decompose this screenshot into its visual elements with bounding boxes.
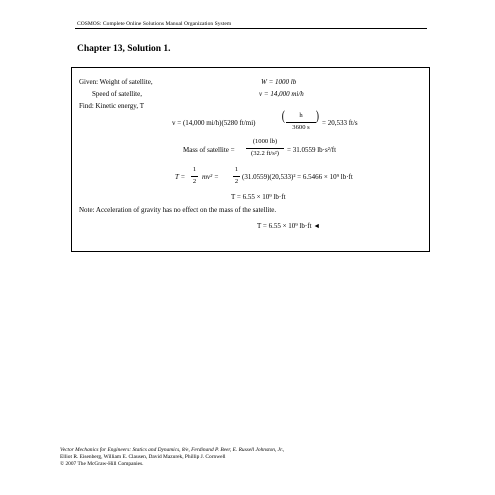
eq3-half-num: 1 [192, 166, 197, 173]
eq2-frac-den: (32.2 ft/s²) [251, 150, 279, 157]
header-divider [75, 28, 427, 29]
note-text: Note: Acceleration of gravity has no effect on the mass of the satellite. [79, 206, 277, 214]
eq3-half2-den: 2 [234, 178, 239, 185]
given-speed-label: Speed of satellite, [92, 90, 142, 98]
eq1-frac-den: 3600 s [292, 124, 310, 131]
eq2-frac-bar [246, 148, 284, 149]
eq2-frac-num: (1000 lb) [252, 138, 278, 145]
final-answer-value: T = 6.55 × 10⁹ lb·ft [257, 222, 312, 230]
answer-marker-icon: ◄ [313, 222, 321, 230]
eq3-mid: mv² = [202, 173, 219, 181]
eq1-frac-bar [286, 122, 316, 123]
eq2-lhs: Mass of satellite = [183, 146, 235, 154]
find-label: Find: Kinetic energy, T [79, 102, 144, 110]
eq1-close-paren: ) [315, 109, 319, 124]
given-speed-value: v = 14,000 mi/h [259, 90, 304, 98]
eq1-lhs: v = (14,000 mi/h)(5280 ft/mi) [172, 119, 256, 127]
eq3-half-bar [191, 176, 198, 177]
solution-box [71, 67, 430, 252]
eq3-rhs: (31.0559)(20,533)² = 6.5466 × 10⁹ lb·ft [242, 173, 353, 181]
eq1-open-paren: ( [281, 109, 285, 124]
eq1-frac-num: h [299, 112, 303, 119]
cosmos-header: COSMOS: Complete Online Solutions Manual Organization System [77, 21, 232, 27]
result-1: T = 6.55 × 10⁹ lb·ft [231, 193, 286, 201]
final-answer [257, 223, 320, 230]
eq1-rhs: = 20,533 ft/s [322, 119, 358, 127]
eq3-half2-bar [233, 176, 240, 177]
given-weight-value: W = 1000 lb [261, 78, 297, 86]
eq3-half2-num: 1 [234, 166, 239, 173]
footer-line-2: Elliot R. Eisenberg, William E. Clausen, David Mazurek, Phillip J. Cornwell [60, 454, 226, 460]
eq2-rhs: = 31.0559 lb·s²/ft [287, 146, 337, 154]
eq3-half-den: 2 [192, 178, 197, 185]
eq3-lhs: T = [175, 173, 186, 181]
footer-line-1: Vector Mechanics for Engineers: Statics and Dynamics, 8/e, Ferdinand P. Beer, E. Russell Johnston, Jr., [60, 447, 285, 453]
chapter-title: Chapter 13, Solution 1. [77, 44, 171, 54]
given-weight-label: Given: Weight of satellite, [79, 78, 153, 86]
footer-line-3: © 2007 The McGraw-Hill Companies. [60, 461, 144, 467]
